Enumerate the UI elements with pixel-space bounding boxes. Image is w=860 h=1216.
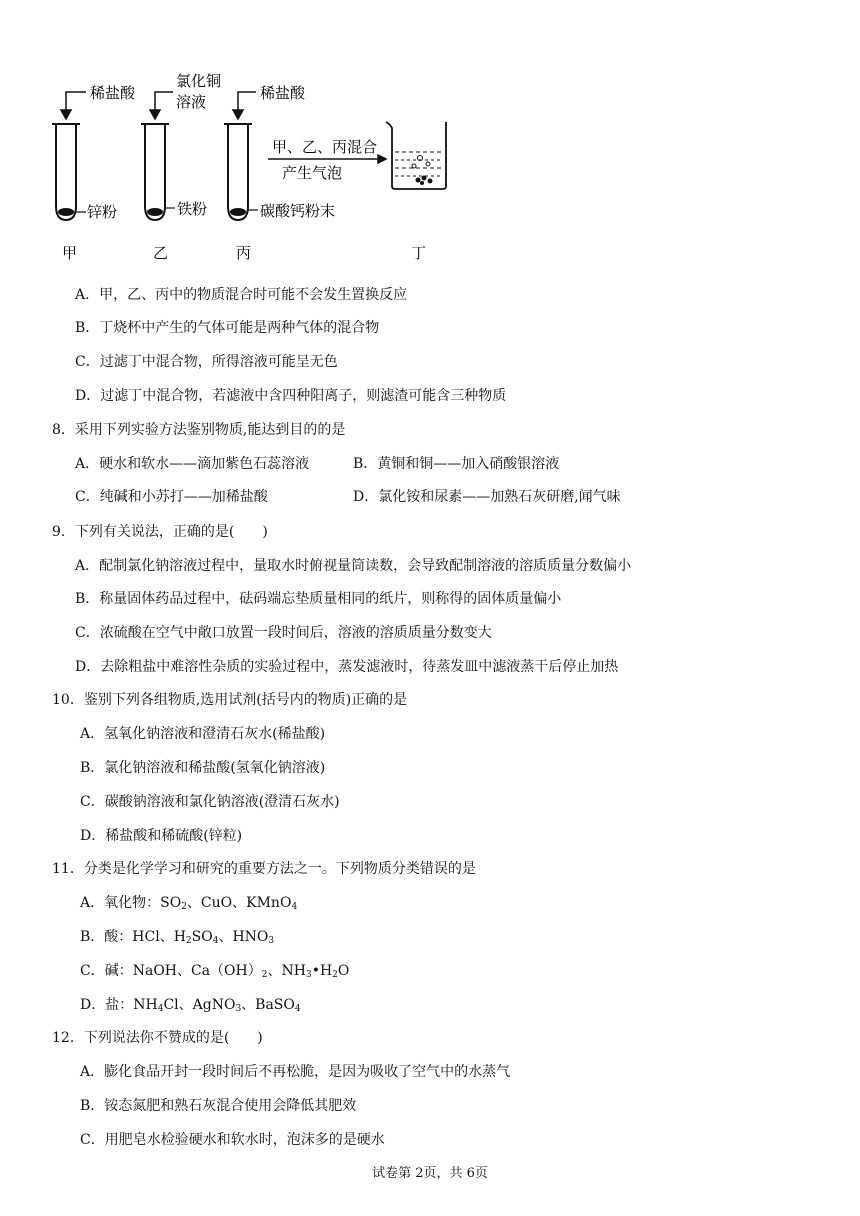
zinc-powder xyxy=(58,208,74,216)
q8-option-b: B．黄铜和铜——加入硝酸银溶液 xyxy=(353,456,560,472)
q9-option-a: A．配制氯化钠溶液过程中，量取水时俯视量筒读数，会导致配制溶液的溶质质量分数偏小 xyxy=(75,558,632,574)
q10-option-b: B．氯化钠溶液和稀盐酸(氢氧化钠溶液) xyxy=(80,760,326,776)
q9-stem: 9．下列有关说法，正确的是( ) xyxy=(52,524,268,540)
q12-option-a: A．膨化食品开封一段时间后不再松脆，是因为吸收了空气中的水蒸气 xyxy=(80,1064,511,1080)
label-jia-reagent: 稀盐酸 xyxy=(90,84,136,102)
q10-stem: 10．鉴别下列各组物质,选用试剂(括号内的物质)正确的是 xyxy=(52,692,408,708)
arrow-bing xyxy=(233,92,256,119)
mix-arrow xyxy=(268,155,386,163)
q12-stem: 12．下列说法你不赞成的是( ) xyxy=(52,1030,263,1046)
q9-option-c: C．浓硫酸在空气中敞口放置一段时间后，溶液的溶质质量分数变大 xyxy=(75,625,492,641)
label-yi-reagent-2: 溶液 xyxy=(176,93,207,111)
test-tube-bing xyxy=(224,124,252,220)
q12-option-b: B．铵态氮肥和熟石灰混合使用会降低其肥效 xyxy=(80,1098,357,1114)
q9-option-d: D．去除粗盐中难溶性杂质的实验过程中，蒸发滤液时，待蒸发皿中滤液蒸干后停止加热 xyxy=(75,659,619,675)
q7-option-d: D．过滤丁中混合物，若滤液中含四种阳离子，则滤渣可能含三种物质 xyxy=(75,388,507,404)
q8-option-c: C．纯碱和小苏打——加稀盐酸 xyxy=(75,489,268,505)
label-yi-solid: 铁粉 xyxy=(177,200,208,218)
q11-option-c-prefix: C．碱： xyxy=(80,963,133,979)
beaker-precipitate xyxy=(416,176,433,186)
label-bing: 丙 xyxy=(236,244,252,262)
q11-option-b-prefix: B．酸： xyxy=(80,929,133,945)
arrow-yi xyxy=(150,92,173,119)
page-footer: 试卷第 2页，共 6页 xyxy=(372,1166,488,1181)
label-jia: 甲 xyxy=(62,244,78,262)
label-yi: 乙 xyxy=(153,244,169,262)
q7-option-c: C．过滤丁中混合物，所得溶液可能呈无色 xyxy=(75,354,338,370)
q11-option-a: A．氧化物：$SO_2$、CuO、KMnO$_4$ xyxy=(80,895,298,912)
q7-option-b: B．丁烧杯中产生的气体可能是两种气体的混合物 xyxy=(75,320,380,336)
q11-option-b: B．酸：HCl、$H_2SO_4$、$HNO_3$ xyxy=(80,929,275,946)
mix-arrow-line2: 产生气泡 xyxy=(282,164,343,182)
q11-option-c: C．碱：NaOH、$Ca(OH)_2$、$NH_3•H_2O$ xyxy=(80,963,350,980)
test-tube-yi xyxy=(141,124,169,220)
iron-powder xyxy=(147,208,163,216)
q10-option-d: D．稀盐酸和稀硫酸(锌粒) xyxy=(80,828,243,844)
q11-option-a-prefix: A．氧化物： xyxy=(80,895,161,911)
q11-option-d: D．盐：$NH_4Cl$、AgNO$_3$、BaSO$_4$ xyxy=(80,997,301,1014)
label-bing-solid: 碳酸钙粉末 xyxy=(260,202,336,220)
label-ding: 丁 xyxy=(411,244,427,262)
q11-stem: 11．分类是化学学习和研究的重要方法之一。下列物质分类错误的是 xyxy=(52,861,476,877)
mix-arrow-line1: 甲、乙、丙混合 xyxy=(272,138,378,156)
q8-option-a: A．硬水和软水——滴加紫色石蕊溶液 xyxy=(75,456,310,472)
label-jia-solid: 锌粉 xyxy=(87,203,118,221)
beaker-liquid xyxy=(395,152,443,176)
calcium-carbonate-powder xyxy=(230,208,246,216)
test-tube-jia xyxy=(52,124,80,220)
q12-option-c: C．用肥皂水检验硬水和软水时，泡沫多的是硬水 xyxy=(80,1132,385,1148)
q10-option-c: C．碳酸钠溶液和氯化钠溶液(澄清石灰水) xyxy=(80,794,340,810)
q8-stem: 8．采用下列实验方法鉴别物质,能达到目的的是 xyxy=(52,422,346,438)
q9-option-b: B．称量固体药品过程中，砝码端忘垫质量相同的纸片，则称得的固体质量偏小 xyxy=(75,591,562,607)
q11-option-d-prefix: D．盐： xyxy=(80,997,134,1013)
experiment-figure xyxy=(0,0,860,270)
label-yi-reagent-1: 氯化铜 xyxy=(176,72,222,90)
q7-option-a: A．甲，乙、丙中的物质混合时可能不会发生置换反应 xyxy=(75,287,408,303)
label-bing-reagent: 稀盐酸 xyxy=(260,84,306,102)
arrow-jia xyxy=(61,92,86,119)
q8-option-d: D．氯化铵和尿素——加熟石灰研磨,闻气味 xyxy=(353,489,621,505)
q10-option-a: A．氢氧化钠溶液和澄清石灰水(稀盐酸) xyxy=(80,726,326,742)
